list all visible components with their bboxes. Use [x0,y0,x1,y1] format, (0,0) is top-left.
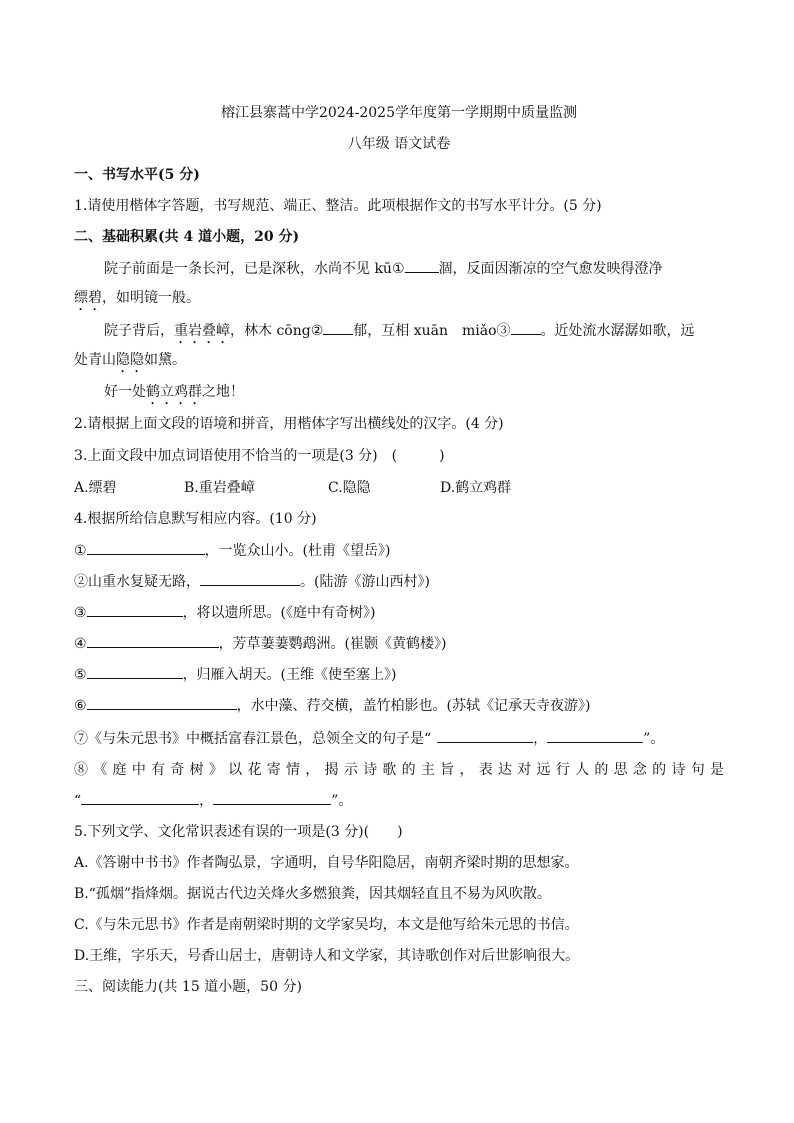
answer-blank[interactable] [87,602,183,617]
dotted-word: 重岩叠嶂 [174,323,230,339]
q5-option-a[interactable]: A.《答谢中书书》作者陶弘景，字通明，自号华阳隐居，南朝齐梁时期的思想家。 [74,855,579,871]
answer-blank[interactable] [511,320,541,335]
question-4: 4.根据所给信息默写相应内容。(10 分) [74,511,317,527]
passage-line-4: 处青山隐隐如黛。 [74,352,186,368]
option-d[interactable]: D.鹤立鸡群 [440,480,512,496]
question-1: 1.请使用楷体字答题，书写规范、端正、整洁。此项根据作文的书写水平计分。(5 分) [74,198,602,214]
answer-blank[interactable] [87,664,183,679]
answer-blank[interactable] [437,728,533,743]
answer-blank[interactable] [87,540,205,555]
recite-item-3: ③ ，将以遗所思。(《庭中有奇树》) [74,602,724,623]
answer-blank[interactable] [213,790,331,805]
section-2-heading: 二、基础积累(共 4 道小题，20 分) [74,229,300,245]
option-b[interactable]: B.重岩叠嶂 [184,480,255,496]
q5-option-c[interactable]: C.《与朱元思书》作者是南朝梁时期的文学家吴均，本文是他写给朱元思的书信。 [74,917,579,933]
answer-blank[interactable] [547,728,643,743]
answer-blank[interactable] [200,571,300,586]
section-1-heading: 一、书写水平(5 分) [74,167,200,183]
dotted-word: 缥碧 [74,290,102,306]
q5-option-b[interactable]: B.“孤烟”指烽烟。据说古代边关烽火多燃狼粪，因其烟轻直且不易为风吹散。 [74,886,552,902]
recite-item-7: ⑦《与朱元思书》中概括富春江景色，总领全文的句子是“ ， ”。 [74,728,724,749]
dotted-word: 隐隐 [116,352,144,368]
exam-title: 榕江县寨蒿中学2024-2025学年度第一学期期中质量监测 [221,105,577,121]
answer-blank[interactable] [87,695,237,710]
passage-line-2: 缥碧，如明镜一般。 [74,290,200,306]
recite-item-6: ⑥ ，水中藻、荇交横，盖竹柏影也。(苏轼《记承天寺夜游》) [74,695,724,716]
section-3-heading: 三、阅读能力(共 15 道小题，50 分) [74,979,302,995]
recite-item-5: ⑤ ，归雁入胡天。(王维《使至塞上》) [74,664,724,685]
recite-item-8-blanks: “ ， ”。 [74,790,724,811]
q5-option-d[interactable]: D.王维，字乐天，号香山居士，唐朝诗人和文学家，其诗歌创作对后世影响很大。 [74,948,580,964]
passage-line-1: 院子前面是一条长河，已是深秋，水尚不见 kū① 涸，反面因渐凉的空气愈发映得澄净 [104,258,724,279]
option-c[interactable]: C.隐隐 [328,480,371,496]
answer-blank[interactable] [81,790,199,805]
answer-blank[interactable] [87,633,219,648]
question-3: 3.上面文段中加点词语使用不恰当的一项是(3 分) ( ) [74,448,445,464]
recite-item-8: ⑧《庭中有奇树》以花寄情，揭示诗歌的主旨，表达对远行人的思念的诗句是 [74,762,724,778]
option-a[interactable]: A.缥碧 [74,480,117,496]
passage-line-3: 院子背后，重岩叠嶂，林木 cōng② 郁，互相 xuān miǎo③ 。近处流水潺潺如歌，远 [104,320,724,347]
exam-subtitle: 八年级 语文试卷 [347,136,451,152]
recite-item-4: ④ ，芳草萋萋鹦鹉洲。(崔颢《黄鹤楼》) [74,633,724,654]
recite-item-1: ① ，一览众山小。(杜甫《望岳》) [74,540,724,561]
answer-blank[interactable] [405,258,439,273]
question-5: 5.下列文学、文化常识表述有误的一项是(3 分)( ) [74,824,403,840]
recite-item-2: ②山重水复疑无路， 。(陆游《游山西村》) [74,571,724,592]
answer-blank[interactable] [323,320,353,335]
passage-line-5: 好一处鹤立鸡群之地！ [104,384,244,400]
question-2: 2.请根据上面文段的语境和拼音，用楷体字写出横线处的汉字。(4 分) [74,416,504,432]
dotted-word: 鹤立鸡群 [146,384,202,400]
